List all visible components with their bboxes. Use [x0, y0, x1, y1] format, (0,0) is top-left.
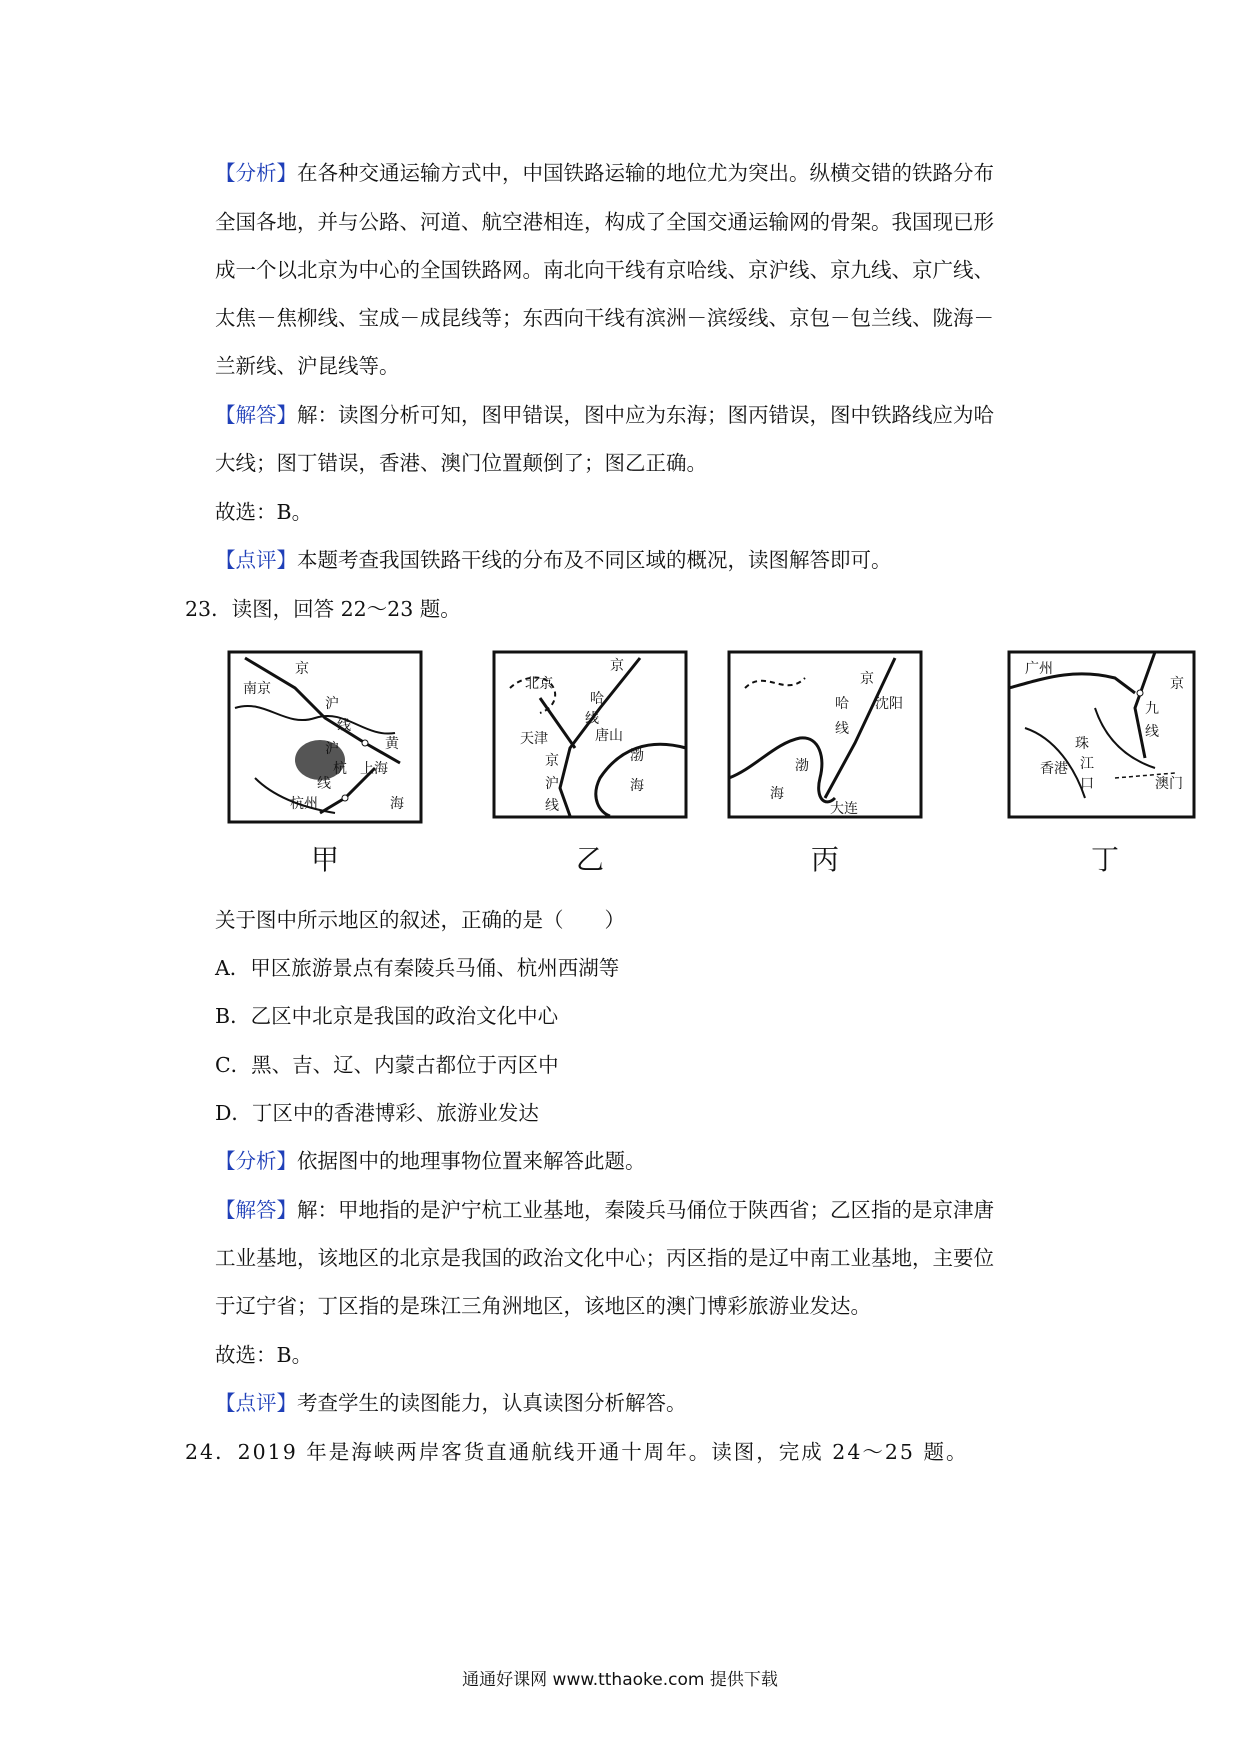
map-yi — [490, 648, 690, 876]
choice-line: 故选：B。 — [215, 500, 313, 524]
answer-paragraph-line: 于辽宁省；丁区指的是珠江三角洲地区，该地区的澳门博彩旅游业发达。 — [215, 1294, 871, 1318]
map-bing-label: 大连 — [830, 801, 858, 817]
map-yi-label: 线 — [545, 798, 559, 814]
map-bing-label: 沈阳 — [875, 696, 903, 712]
answer-paragraph-line: 【解答】解：甲地指的是沪宁杭工业基地，秦陵兵马俑位于陕西省；乙区指的是京津唐 — [215, 1198, 994, 1222]
map-jia-label: 黄 — [385, 736, 399, 752]
analysis-tag: 【分析】 — [215, 161, 297, 185]
answer-paragraph-line: 工业基地，该地区的北京是我国的政治文化中心；丙区指的是辽中南工业基地，主要位 — [215, 1246, 994, 1270]
map-jia-label: 海 — [390, 796, 404, 812]
analysis-paragraph-line: 【分析】依据图中的地理事物位置来解答此题。 — [215, 1149, 646, 1173]
map-ding-label: 珠 — [1075, 736, 1089, 752]
map-yi-label: 线 — [585, 711, 599, 727]
comment-tag: 【点评】 — [215, 1391, 297, 1415]
analysis-paragraph-line: 【分析】在各种交通运输方式中，中国铁路运输的地位尤为突出。纵横交错的铁路分布 — [215, 161, 994, 185]
map-bing — [725, 648, 925, 876]
option-a: A．甲区旅游景点有秦陵兵马俑、杭州西湖等 — [215, 956, 620, 980]
map-ding-label: 九 — [1145, 701, 1159, 717]
map-yi-label: 渤 — [630, 748, 644, 764]
map-yi-svg — [490, 648, 690, 833]
page-footer: 通通好课网 www.tthaoke.com 提供下载 — [462, 1670, 778, 1690]
map-ding — [1005, 648, 1200, 876]
map-jia-label: 沪 — [325, 741, 339, 757]
analysis-paragraph-line: 太焦－焦柳线、宝成－成昆线等；东西向干线有滨洲－滨绥线、京包－包兰线、陇海－ — [215, 306, 994, 330]
map-jia-label: 南京 — [243, 681, 271, 697]
map-caption-bing: 丙 — [810, 843, 839, 876]
map-yi-label: 北京 — [525, 676, 553, 692]
analysis-paragraph-line: 成一个以北京为中心的全国铁路网。南北向干线有京哈线、京沪线、京九线、京广线、 — [215, 258, 994, 282]
map-caption-jia: 甲 — [310, 843, 339, 876]
map-ding-label: 香港 — [1040, 761, 1068, 777]
map-bing-label: 京 — [860, 671, 874, 687]
answer-paragraph-line: 【解答】解：读图分析可知，图甲错误，图中应为东海；图丙错误，图中铁路线应为哈 — [215, 403, 994, 427]
map-ding-svg — [1005, 648, 1200, 833]
map-yi-label: 京 — [610, 658, 624, 674]
analysis-paragraph-line: 全国各地，并与公路、河道、航空港相连，构成了全国交通运输网的骨架。我国现已形 — [215, 210, 994, 234]
map-yi-label: 天津 — [520, 731, 548, 747]
map-jia-label: 杭 — [333, 761, 347, 777]
map-jia-label: 线 — [337, 718, 351, 734]
map-ding-label: 广州 — [1025, 661, 1053, 677]
map-ding-label: 口 — [1080, 776, 1094, 792]
question-24-stem: 24．2019 年是海峡两岸客货直通航线开通十周年。读图，完成 24～25 题。 — [185, 1440, 969, 1464]
map-ding-label: 线 — [1145, 724, 1159, 740]
map-yi-label: 沪 — [545, 776, 559, 792]
map-bing-label: 哈 — [835, 696, 849, 712]
map-jia-svg — [225, 648, 425, 833]
map-ding-label: 江 — [1080, 756, 1094, 772]
question-23-stem: 23．读图，回答 22～23 题。 — [185, 597, 461, 621]
map-jia-label: 京 — [295, 661, 309, 677]
map-yi-label: 海 — [630, 778, 644, 794]
comment-line: 【点评】本题考查我国铁路干线的分布及不同区域的概况，读图解答即可。 — [215, 548, 892, 572]
choice-line: 故选：B。 — [215, 1343, 313, 1367]
map-caption-ding: 丁 — [1090, 843, 1119, 876]
option-c: C．黑、吉、辽、内蒙古都位于丙区中 — [215, 1053, 559, 1077]
map-yi-label: 唐山 — [595, 728, 623, 744]
map-yi-label: 京 — [545, 753, 559, 769]
map-bing-label: 线 — [835, 721, 849, 737]
map-ding-label: 澳门 — [1155, 776, 1183, 792]
answer-tag: 【解答】 — [215, 403, 297, 427]
map-jia — [225, 648, 425, 876]
map-jia-label: 上海 — [360, 761, 388, 777]
comment-tag: 【点评】 — [215, 548, 297, 572]
comment-line: 【点评】考查学生的读图能力，认真读图分析解答。 — [215, 1391, 687, 1415]
map-figure-group — [225, 648, 1225, 884]
map-ding-label: 京 — [1170, 676, 1184, 692]
answer-tag: 【解答】 — [215, 1198, 297, 1222]
map-jia-label: 杭州 — [290, 796, 318, 812]
map-yi-label: 哈 — [590, 691, 604, 707]
answer-paragraph-line: 大线；图丁错误，香港、澳门位置颠倒了；图乙正确。 — [215, 451, 707, 475]
map-jia-label: 沪 — [325, 696, 339, 712]
option-b: B．乙区中北京是我国的政治文化中心 — [215, 1004, 559, 1028]
analysis-tag: 【分析】 — [215, 1149, 297, 1173]
map-jia-label: 线 — [317, 776, 331, 792]
map-bing-svg — [725, 648, 925, 833]
map-bing-label: 海 — [770, 786, 784, 802]
option-d: D．丁区中的香港博彩、旅游业发达 — [215, 1101, 539, 1125]
map-caption-yi: 乙 — [575, 843, 604, 876]
question-23-prompt: 关于图中所示地区的叙述，正确的是（ ） — [215, 908, 625, 932]
analysis-paragraph-line: 兰新线、沪昆线等。 — [215, 354, 400, 378]
map-bing-label: 渤 — [795, 758, 809, 774]
